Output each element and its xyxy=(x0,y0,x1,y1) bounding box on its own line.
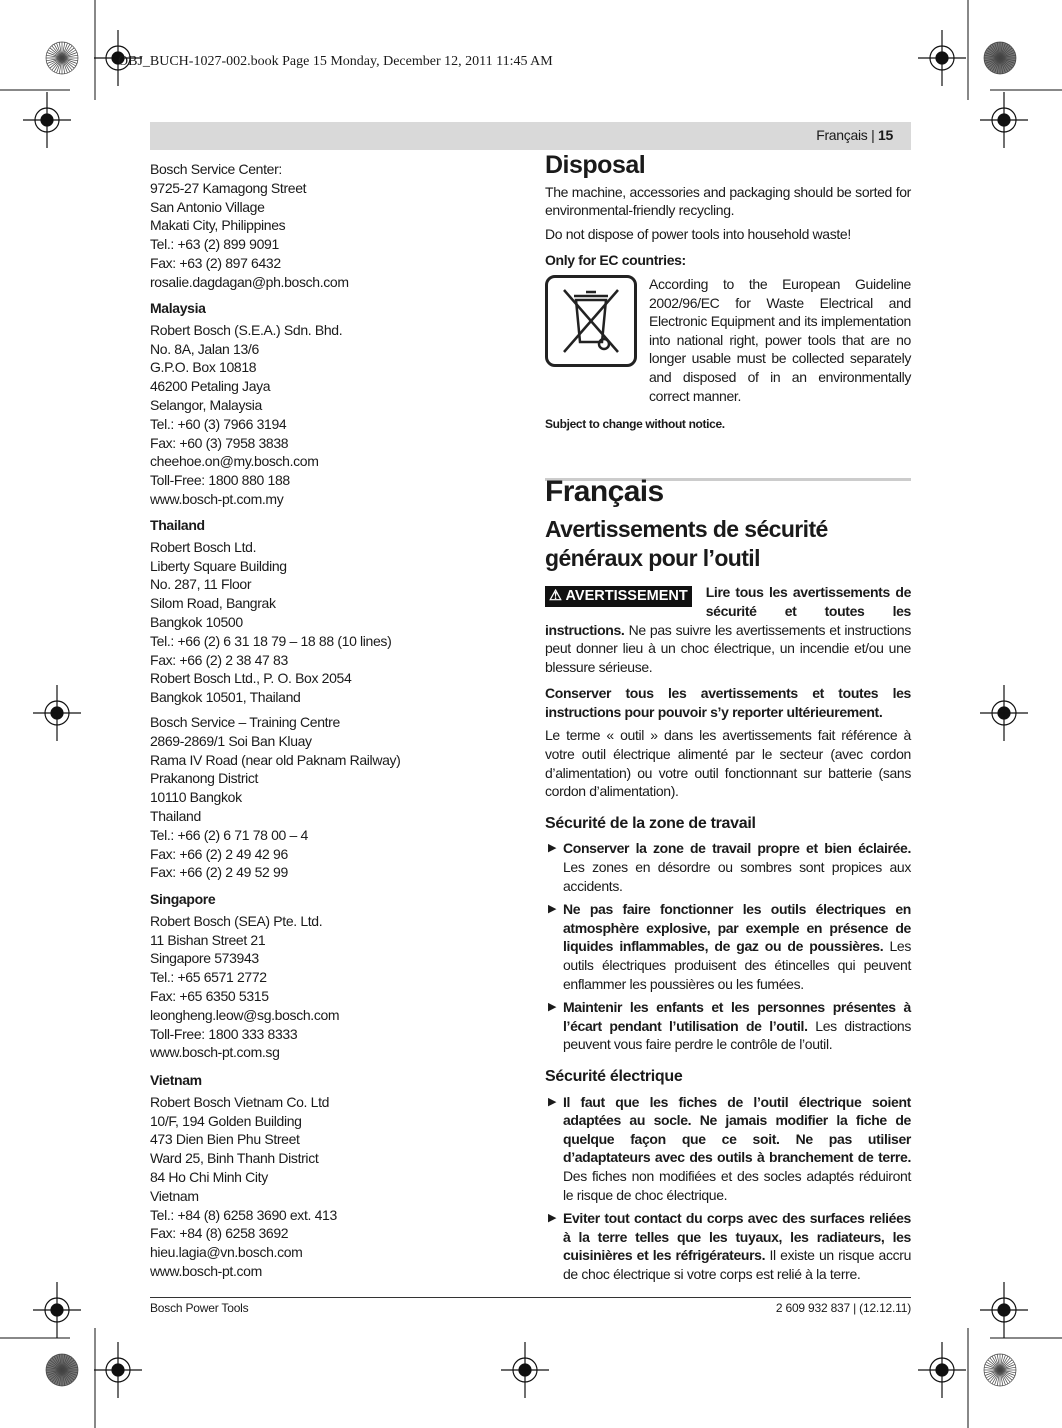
crosshair-mark xyxy=(23,92,71,148)
disposal-paragraph-2: Do not dispose of power tools into household waste! xyxy=(545,225,851,242)
disposal-paragraph: The machine, accessories and packaging should be sorted for environmental-friendly recycling. xyxy=(545,183,911,219)
address-block xyxy=(150,890,520,1062)
address-line: G.P.O. Box 10818 xyxy=(150,359,257,376)
address-line: San Antonio Village xyxy=(150,198,265,215)
crosshair-mark xyxy=(918,1342,966,1398)
address-line: Tel.: +60 (3) 7966 3194 xyxy=(150,415,287,432)
term-definition: Le terme « outil » dans les avertissements fait référence à votre outil électrique alimenté par le secteur (avec cordon d’alimentation) ou votre outil fonctionnant sur batterie (sans cordon d’alimentation). xyxy=(545,727,911,800)
page-header xyxy=(150,122,911,150)
address-line: No. 8A, Jalan 13/6 xyxy=(150,340,259,357)
crosshair-mark xyxy=(94,1342,142,1398)
address-line: Thailand xyxy=(150,807,201,824)
bullet-bold: Eviter tout contact du corps avec des surfaces reliées à la terre telles que les tuyaux, les radiateurs, les cuisinières et les réfrigérateurs. xyxy=(563,1210,911,1264)
print-slug: OBJ_BUCH-1027-002.book Page 15 Monday, December 12, 2011 11:45 AM xyxy=(118,54,553,69)
warning-bold: Lire tous les avertissements de sécurité et toutes les instructions. xyxy=(545,584,911,638)
keep-instructions: Conserver tous les avertissements et toutes les instructions pour pouvoir s’y reporter ultérieurement. xyxy=(545,685,911,720)
safety-bullet xyxy=(545,839,911,895)
address-line: Tel.: +66 (2) 6 31 18 79 – 18 88 (10 lines) xyxy=(150,632,392,649)
address-line: Bosch Service – Training Centre xyxy=(150,714,340,730)
address-line: www.bosch-pt.com.sg xyxy=(150,1044,280,1061)
footer-docnum: 2 609 932 837 | (12.12.11) xyxy=(775,1301,911,1315)
footer-rule xyxy=(150,1297,911,1298)
safety-heading: Avertissements de sécurité généraux pour l’outil xyxy=(545,516,828,572)
subject-note: Subject to change without notice. xyxy=(545,417,725,432)
address-block xyxy=(150,160,520,292)
address-line: rosalie.dagdagan@ph.bosch.com xyxy=(150,273,349,290)
right-column xyxy=(545,151,911,1289)
crosshair-mark xyxy=(980,92,1028,148)
crosshair-mark xyxy=(33,685,81,741)
safety-bullet xyxy=(545,998,911,1054)
address-line: www.bosch-pt.com xyxy=(150,1262,262,1279)
address-line: 473 Dien Bien Phu Street xyxy=(150,1131,300,1148)
address-line: Fax: +65 6350 5315 xyxy=(150,987,269,1004)
weee-bin-icon xyxy=(545,275,637,367)
address-block xyxy=(150,1071,520,1281)
address-block xyxy=(150,516,520,707)
address-line: Rama IV Road (near old Paknam Railway) xyxy=(150,751,401,768)
triangle-bullet-icon: ▶ xyxy=(548,842,557,855)
address-line: Vietnam xyxy=(150,1187,199,1204)
ec-text: According to the European Guideline 2002/96/EC for Waste Electrical and Electronic Equipment and its implementation into national right, power tools that are no longer usable must be collected separately and disposed of in an environmentally correct manner. xyxy=(649,275,911,404)
address-line: 46200 Petaling Jaya xyxy=(150,378,271,395)
address-block xyxy=(150,713,520,882)
address-line: Fax: +66 (2) 2 49 42 96 xyxy=(150,845,288,862)
address-line: Toll-Free: 1800 333 8333 xyxy=(150,1025,298,1042)
triangle-bullet-icon: ▶ xyxy=(548,1001,557,1014)
address-line: No. 287, 11 Floor xyxy=(150,576,252,593)
bullet-text: Les zones en désordre ou sombres sont propices aux accidents. xyxy=(563,859,911,894)
safety-bullet xyxy=(545,1209,911,1283)
address-line: Fax: +60 (3) 7958 3838 xyxy=(150,434,289,451)
address-line: Robert Bosch Vietnam Co. Ltd xyxy=(150,1093,330,1110)
warning-text: Ne pas suivre les avertissements et instructions peut donner lieu à un choc électrique, un incendie et/ou une blessure sérieuse. xyxy=(545,621,911,675)
triangle-bullet-icon: ▶ xyxy=(548,1212,557,1225)
address-line: Bangkok 10500 xyxy=(150,613,243,630)
crosshair-mark xyxy=(980,685,1028,741)
address-line: Makati City, Philippines xyxy=(150,217,286,234)
address-line: 2869-2869/1 Soi Ban Kluay xyxy=(150,732,312,749)
address-line: Tel.: +66 (2) 6 71 78 00 – 4 xyxy=(150,826,308,843)
bullet-bold: Maintenir les enfants et les personnes présentes à l’écart pendant l’utilisation de l’outil. xyxy=(563,999,911,1034)
address-line: Prakanong District xyxy=(150,770,259,787)
bullet-text: Les distractions peuvent vous faire perdre le contrôle de l’outil. xyxy=(563,1017,911,1053)
country-heading: Thailand xyxy=(150,517,205,533)
address-line: Robert Bosch (SEA) Pte. Ltd. xyxy=(150,912,323,929)
address-line: Liberty Square Building xyxy=(150,557,287,574)
crosshair-mark xyxy=(33,1282,81,1338)
bullet-text: Il existe un risque accru de choc électrique si votre corps est relié à la terre. xyxy=(563,1247,911,1282)
color-calibration-mark xyxy=(46,1354,78,1386)
bullet-text: Les outils électriques produisent des étincelles qui peuvent enflammer les poussières ou les fumées. xyxy=(563,938,911,992)
color-calibration-mark xyxy=(46,42,78,74)
country-heading: Malaysia xyxy=(150,300,206,316)
disposal-heading: Disposal xyxy=(545,151,646,179)
address-line: Fax: +66 (2) 2 38 47 83 xyxy=(150,651,288,668)
safety-bullet xyxy=(545,900,911,993)
safety-bullet xyxy=(545,1093,911,1205)
address-line: Silom Road, Bangrak xyxy=(150,595,276,612)
address-line: Robert Bosch Ltd., P. O. Box 2054 xyxy=(150,670,352,687)
ec-heading: Only for EC countries: xyxy=(545,252,686,269)
triangle-bullet-icon: ▶ xyxy=(548,903,557,916)
address-line: Tel.: +63 (2) 899 9091 xyxy=(150,236,279,253)
address-line: Tel.: +84 (8) 6258 3690 ext. 413 xyxy=(150,1206,337,1223)
address-line: 10/F, 194 Golden Building xyxy=(150,1112,302,1129)
address-line: Tel.: +65 6571 2772 xyxy=(150,969,267,986)
address-line: hieu.lagia@vn.bosch.com xyxy=(150,1244,303,1261)
address-line: Fax: +66 (2) 2 49 52 99 xyxy=(150,864,288,881)
header-label: Français | 15 xyxy=(816,127,893,143)
address-line: 84 Ho Chi Minh City xyxy=(150,1168,268,1185)
address-block xyxy=(150,299,520,509)
language-heading: Français xyxy=(545,474,664,508)
address-line: 10110 Bangkok xyxy=(150,789,242,806)
address-line: Singapore 573943 xyxy=(150,950,259,967)
address-line: Toll-Free: 1800 880 188 xyxy=(150,472,290,489)
address-line: Ward 25, Binh Thanh District xyxy=(150,1150,319,1167)
country-heading: Singapore xyxy=(150,891,216,907)
crosshair-mark xyxy=(980,1282,1028,1338)
crosshair-mark xyxy=(918,30,966,86)
address-line: 11 Bishan Street 21 xyxy=(150,931,266,948)
country-heading: Vietnam xyxy=(150,1072,202,1088)
color-calibration-mark xyxy=(984,42,1016,74)
address-line: Fax: +63 (2) 897 6432 xyxy=(150,254,281,271)
warning-badge: ⚠ AVERTISSEMENT xyxy=(545,586,692,607)
safety-sections xyxy=(545,815,911,1284)
address-line: www.bosch-pt.com.my xyxy=(150,490,284,507)
footer-brand: Bosch Power Tools xyxy=(150,1301,249,1315)
bullet-bold: Il faut que les fiches de l’outil électrique soient adaptées au socle. Ne jamais modifier la fiche de quelque façon que ce soit. Ne pas utiliser d’adaptateurs avec des outils à branchement de terre. xyxy=(563,1093,911,1166)
color-calibration-mark xyxy=(984,1354,1016,1386)
address-line: Robert Bosch (S.E.A.) Sdn. Bhd. xyxy=(150,321,343,338)
crosshair-mark xyxy=(501,1342,549,1398)
triangle-bullet-icon: ▶ xyxy=(548,1095,557,1108)
subsection-heading: Sécurité électrique xyxy=(545,1067,683,1085)
address-line: Bosch Service Center: xyxy=(150,161,282,177)
address-line: Robert Bosch Ltd. xyxy=(150,538,257,555)
bullet-bold: Ne pas faire fonctionner les outils électriques en atmosphère explosive, par exemple en présence de liquides inflammables, de gaz ou de poussières. xyxy=(563,901,911,955)
address-line: leongheng.leow@sg.bosch.com xyxy=(150,1006,340,1023)
address-line: Bangkok 10501, Thailand xyxy=(150,689,301,706)
bullet-bold: Conserver la zone de travail propre et bien éclairée. xyxy=(563,840,911,857)
address-line: cheehoe.on@my.bosch.com xyxy=(150,453,319,470)
address-line: 9725-27 Kamagong Street xyxy=(150,179,307,196)
address-line: Fax: +84 (8) 6258 3692 xyxy=(150,1225,289,1242)
bullet-text: Des fiches non modifiées et des socles adaptés réduiront le risque de choc électrique. xyxy=(563,1167,911,1203)
address-line: Selangor, Malaysia xyxy=(150,396,262,413)
subsection-heading: Sécurité de la zone de travail xyxy=(545,814,756,832)
